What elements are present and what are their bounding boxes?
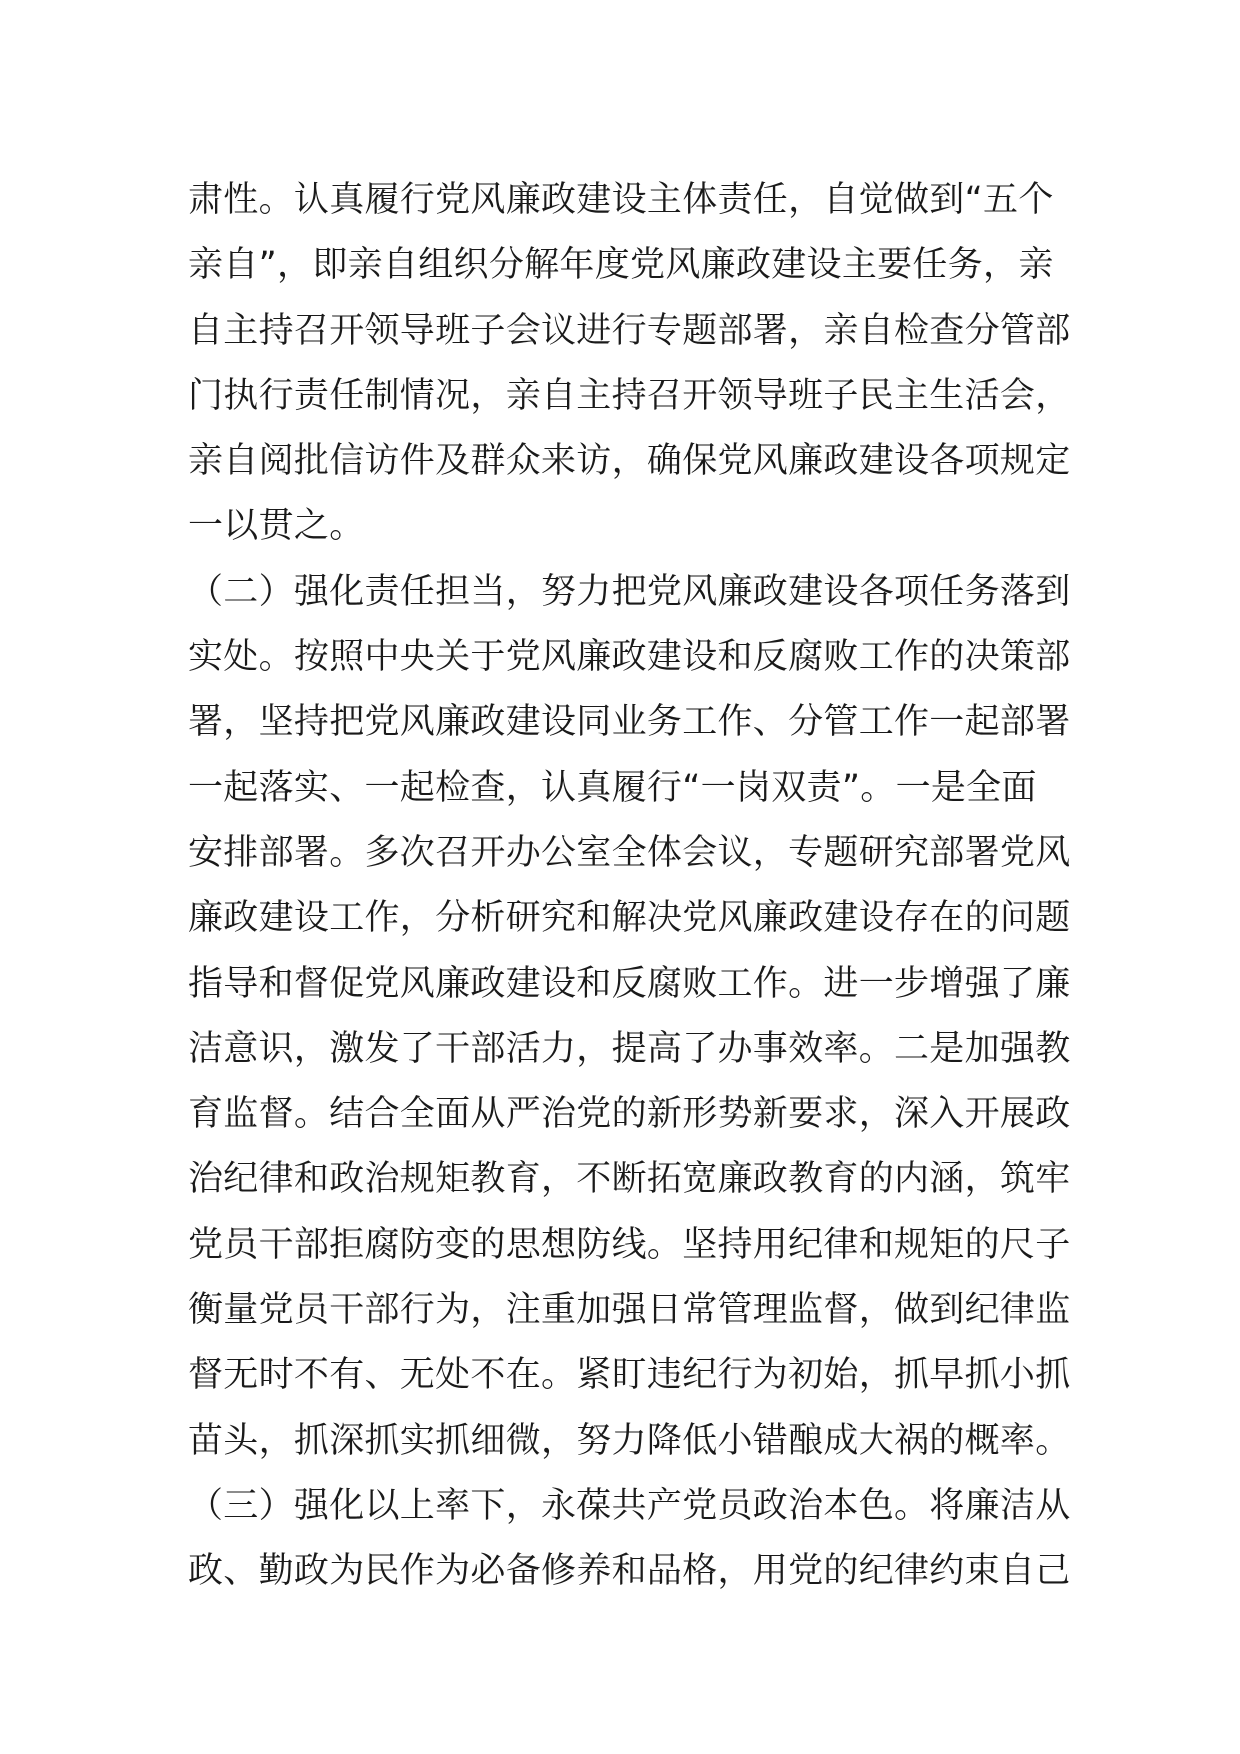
text-line-15: 育监督。结合全面从严治党的新形势新要求，深入开展政 xyxy=(188,1094,1071,1135)
text-line-14: 洁意识，激发了干部活力，提高了办事效率。二是加强教 xyxy=(188,1028,1071,1069)
text-line-10: 一起落实、一起检查，认真履行“一岗双责”。一是全面 xyxy=(188,767,1037,808)
text-line-18: 衡量党员干部行为，注重加强日常管理监督，做到纪律监 xyxy=(188,1290,1071,1331)
text-line-6: 一以贯之。 xyxy=(188,506,365,547)
text-line-2: 亲自”，即亲自组织分解年度党风廉政建设主要任务，亲 xyxy=(188,245,1054,286)
text-line-1: 肃性。认真履行党风廉政建设主体责任，自觉做到“五个 xyxy=(188,180,1054,220)
text-line-13: 指导和督促党风廉政建设和反腐败工作。进一步增强了廉 xyxy=(188,963,1071,1004)
section-heading-2: （二）强化责任担当，努力把党风廉政建设各项任务落到 xyxy=(188,571,1071,612)
text-line-22: 政、勤政为民作为必备修养和品格，用党的纪律约束自己 xyxy=(188,1551,1071,1592)
text-line-8: 实处。按照中央关于党风廉政建设和反腐败工作的决策部 xyxy=(188,637,1071,678)
text-line-19: 督无时不有、无处不在。紧盯违纪行为初始，抓早抓小抓 xyxy=(188,1355,1071,1396)
section-heading-3: （三）强化以上率下，永葆共产党员政治本色。将廉洁从 xyxy=(188,1485,1071,1526)
text-line-16: 治纪律和政治规矩教育，不断拓宽廉政教育的内涵，筑牢 xyxy=(188,1159,1071,1200)
text-line-12: 廉政建设工作，分析研究和解决党风廉政建设存在的问题 xyxy=(188,898,1071,939)
text-line-4: 门执行责任制情况，亲自主持召开领导班子民主生活会， xyxy=(188,375,1071,416)
text-line-11: 安排部署。多次召开办公室全体会议，专题研究部署党风 xyxy=(188,832,1071,873)
text-line-9: 署，坚持把党风廉政建设同业务工作、分管工作一起部署 xyxy=(188,702,1071,743)
text-line-5: 亲自阅批信访件及群众来访，确保党风廉政建设各项规定 xyxy=(188,441,1071,482)
document-body-text xyxy=(188,168,1071,1605)
text-line-17: 党员干部拒腐防变的思想防线。坚持用纪律和规矩的尺子 xyxy=(188,1224,1071,1265)
text-line-3: 自主持召开领导班子会议进行专题部署，亲自检查分管部 xyxy=(188,310,1071,351)
text-line-20: 苗头，抓深抓实抓细微，努力降低小错酿成大祸的概率。 xyxy=(188,1420,1071,1461)
